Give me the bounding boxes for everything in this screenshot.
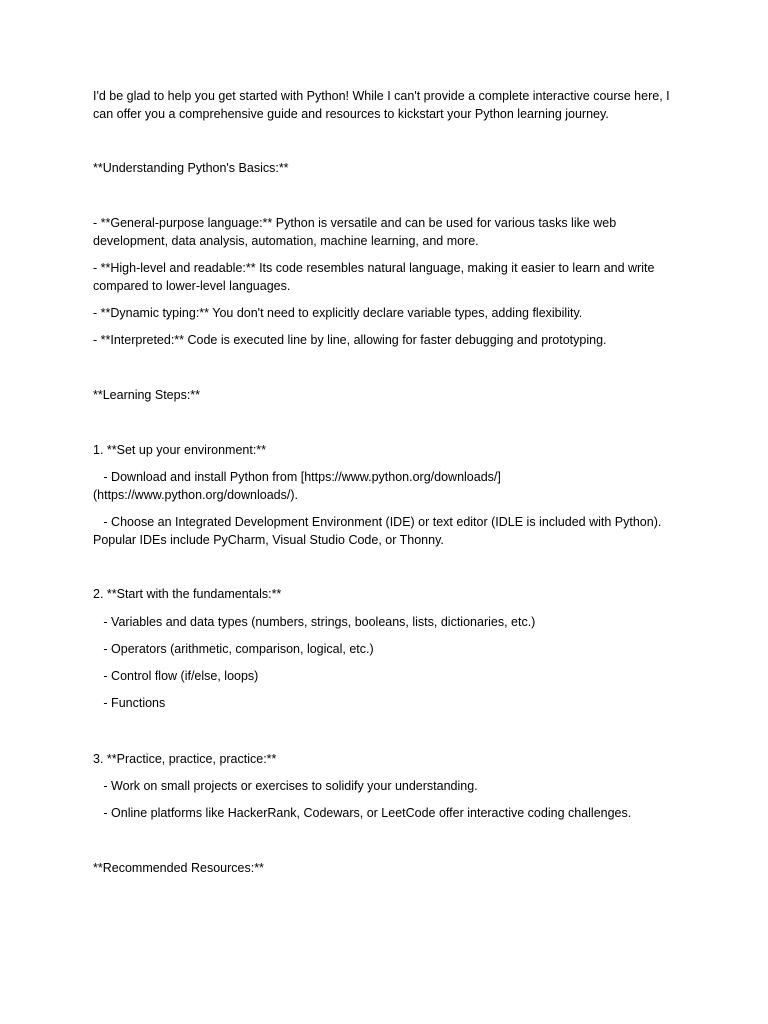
basics-item-1: - **General-purpose language:** Python is versatile and can be used for various tasks like web development, data analysis, automation, machine learning, and more. [93,216,620,248]
step1-title: 1. **Set up your environment:** [93,443,267,457]
step1-item-2: - Choose an Integrated Development Environment (IDE) or text editor (IDLE is included with Python). Popular IDEs include PyCharm, Visual Studio Code, or Thonny. [93,515,665,547]
heading-steps: **Learning Steps:** [93,388,201,402]
step3-item-1: - Work on small projects or exercises to solidify your understanding. [93,779,478,793]
step2-item-1: - Variables and data types (numbers, strings, booleans, lists, dictionaries, etc.) [93,615,536,629]
basics-item-4: - **Interpreted:** Code is executed line by line, allowing for faster debugging and prototyping. [93,333,607,347]
heading-basics: **Understanding Python's Basics:** [93,161,289,175]
step2-item-4: - Functions [93,696,166,710]
step2-title: 2. **Start with the fundamentals:** [93,587,282,601]
step3-title: 3. **Practice, practice, practice:** [93,752,277,766]
intro-paragraph: I'd be glad to help you get started with Python! While I can't provide a complete interactive course here, I can offer you a comprehensive guide and resources to kickstart your Python learning journey. [93,89,674,121]
step3-item-2: - Online platforms like HackerRank, Codewars, or LeetCode offer interactive coding challenges. [93,806,632,820]
step1-item-1: - Download and install Python from [https://www.python.org/downloads/](https://www.python.org/downloads/). [93,470,501,502]
basics-item-2: - **High-level and readable:** Its code resembles natural language, making it easier to learn and write compared to lower-level languages. [93,261,658,293]
step2-item-3: - Control flow (if/else, loops) [93,669,259,683]
step2-item-2: - Operators (arithmetic, comparison, logical, etc.) [93,642,374,656]
basics-item-3: - **Dynamic typing:** You don't need to explicitly declare variable types, adding flexibility. [93,306,583,320]
heading-resources: **Recommended Resources:** [93,861,264,875]
